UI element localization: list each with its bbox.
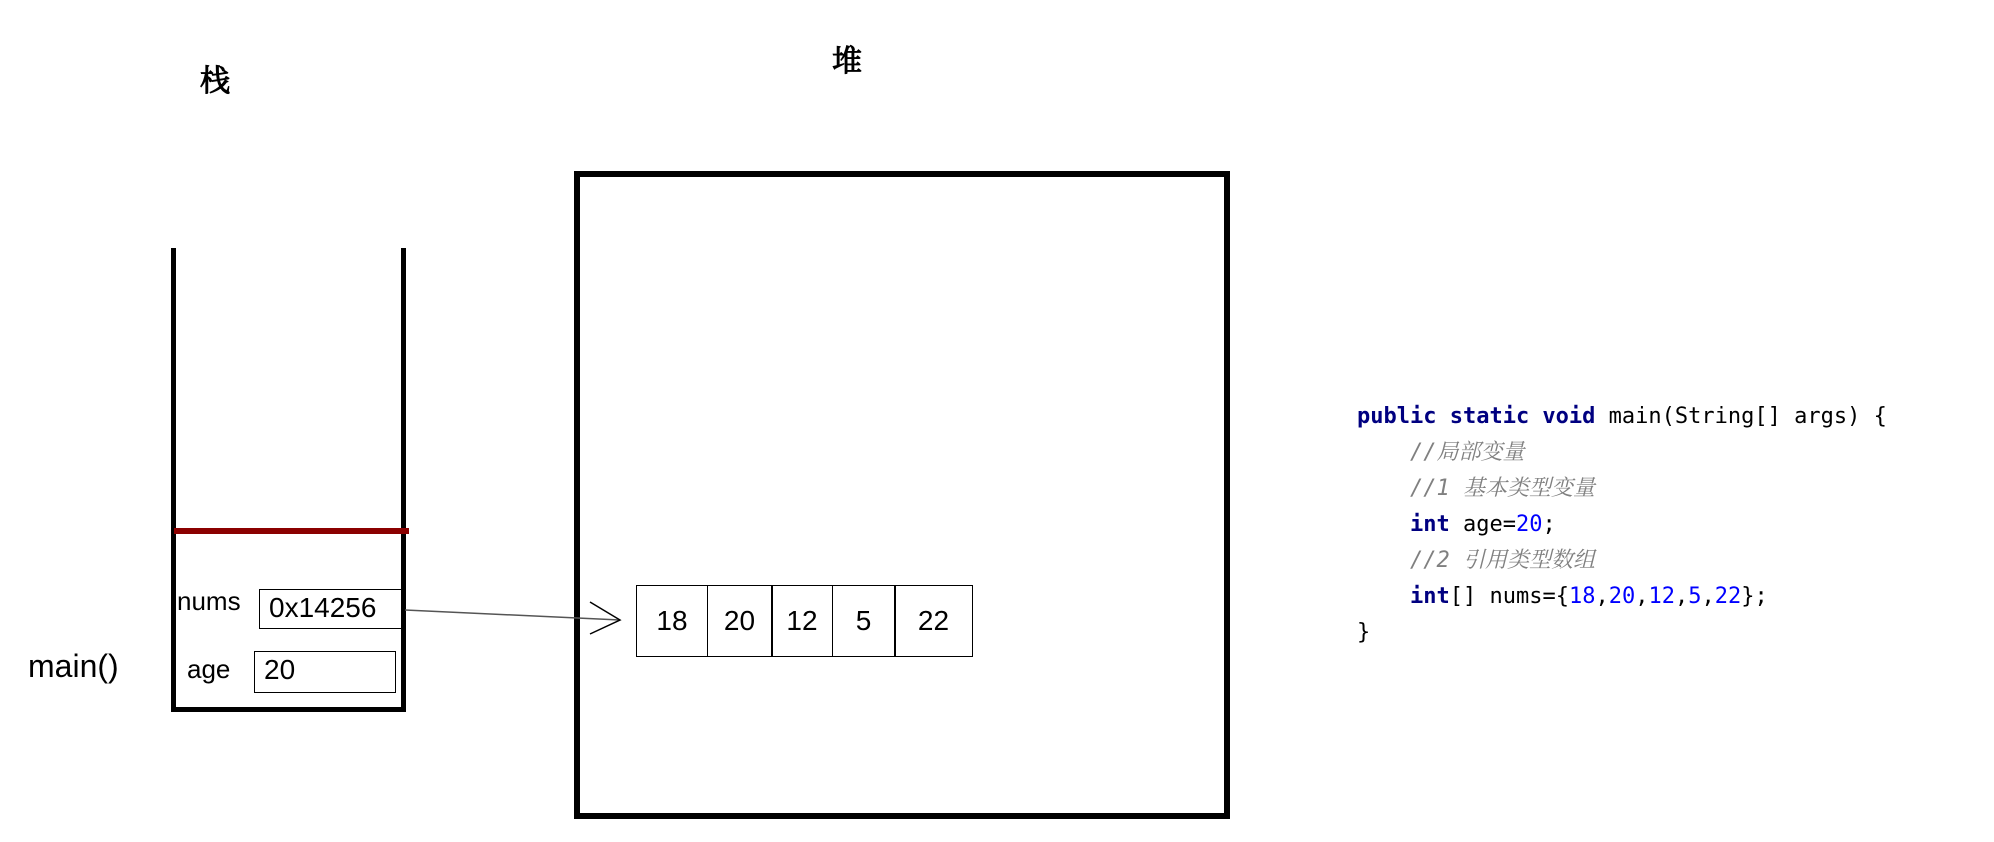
array-cell: 20 — [707, 585, 773, 657]
code-keyword: int — [1409, 584, 1450, 609]
code-text: main(String[] args) { — [1595, 404, 1887, 429]
code-comment: //2 引用类型数组 — [1357, 548, 1595, 573]
arrow-head — [590, 602, 620, 634]
code-keyword: int — [1409, 512, 1450, 537]
code-line-4: int age=20; — [1409, 512, 1556, 537]
array-cell: 22 — [894, 585, 973, 657]
code-comment: //1 基本类型变量 — [1357, 476, 1595, 501]
stack-title: 栈 — [200, 64, 230, 99]
code-keyword: public static void — [1357, 404, 1596, 429]
var-value-age: 20 — [254, 651, 396, 693]
var-label-nums: nums — [177, 586, 241, 616]
code-block — [1357, 399, 1887, 651]
heap-title: 堆 — [832, 44, 862, 79]
frame-label-main: main() — [28, 648, 119, 684]
code-comment: //局部变量 — [1357, 440, 1525, 465]
code-line-1 — [1357, 399, 1887, 435]
array-cell: 12 — [771, 585, 833, 657]
code-number: 20 — [1515, 512, 1543, 537]
array-cell: 18 — [636, 585, 708, 657]
array-cell: 5 — [832, 585, 896, 657]
arrow-line — [405, 610, 620, 620]
code-line-6: int[] nums={18,20,12,5,22}; — [1409, 584, 1768, 609]
code-line-7: } — [1357, 620, 1371, 645]
var-value-nums: 0x14256 — [259, 589, 403, 629]
var-label-age: age — [187, 654, 231, 684]
